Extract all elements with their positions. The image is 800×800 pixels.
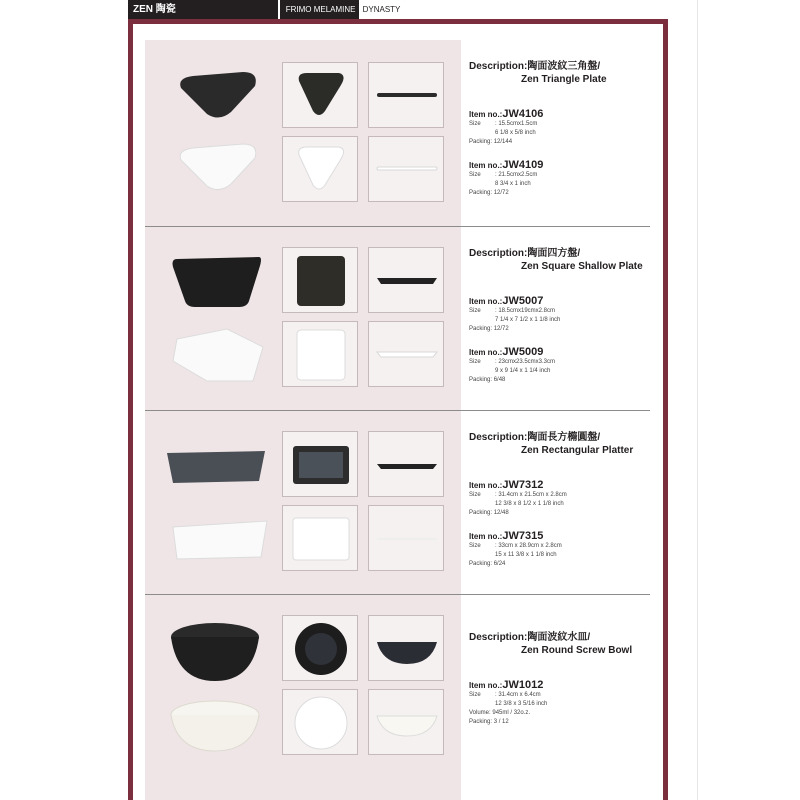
- square-plate-white-photo: [167, 325, 267, 385]
- packing-value: 6/48: [493, 377, 506, 383]
- top-view-box: [282, 62, 358, 128]
- description-zh: 陶面波紋三角盤/: [527, 61, 601, 72]
- description-zh: 陶面四方盤/: [527, 248, 581, 259]
- description-zh: 陶面長方橢圓盤/: [527, 432, 601, 443]
- packing-value: 6/24: [493, 561, 506, 567]
- item-number: JW1012: [502, 679, 544, 691]
- header-bar: [128, 0, 443, 19]
- side-view-box: [368, 247, 444, 313]
- side-view-box: [368, 615, 444, 681]
- description-en: Zen Square Shallow Plate: [521, 261, 643, 272]
- size-metric: : 31.4cm x 6.4cm: [495, 692, 541, 698]
- item-number: JW4109: [502, 159, 544, 171]
- product-info: Description:陶面四方盤/ Zen Square Shallow Plate Item no.:JW5007 Size : 18.5cmx19cmx2.8cm 7 1/4 x 7 1/2 x 1 1/8 inch Packing: 12/72 Item no.:JW5009 Size : 23cmx23.5cmx3.3cm 9 x 9 1/4 x 1 1/4 inch Packing: 6/48: [469, 247, 649, 385]
- item-number: JW5009: [502, 346, 544, 358]
- description-en: Zen Round Screw Bowl: [521, 645, 633, 656]
- side-view-box: [368, 505, 444, 571]
- size-inch: 7 1/4 x 7 1/2 x 1 1/8 inch: [495, 317, 561, 323]
- top-view-box: [282, 321, 358, 387]
- triangle-plate-white-photo: [173, 142, 263, 194]
- product-info: Description:陶面波紋三角盤/ Zen Triangle Plate Item no.:JW4106 Size : 15.5cmx1.5cm 6 1/8 x 5/8 inch Packing: 12/144 Item no.:JW4109 Size : 21.5cmx2.5cm 8 3/4 x 1 inch Packing: 12/72: [469, 60, 649, 198]
- size-inch: 6 1/8 x 5/8 inch: [495, 130, 536, 136]
- side-view-box: [368, 689, 444, 755]
- size-metric: : 18.5cmx19cmx2.8cm: [495, 308, 556, 314]
- item-number: JW7315: [502, 530, 544, 542]
- side-view-box: [368, 136, 444, 202]
- bowl-white-photo: [167, 695, 263, 755]
- packing-value: 12/48: [493, 510, 509, 516]
- packing-value: 12/72: [493, 326, 509, 332]
- size-inch: 12 3/8 x 3 5/16 inch: [495, 701, 548, 707]
- size-inch: 12 3/8 x 8 1/2 x 1 1/8 inch: [495, 501, 564, 507]
- top-view-box: [282, 136, 358, 202]
- series-title: ZEN 陶瓷: [128, 0, 278, 19]
- side-view-box: [368, 431, 444, 497]
- top-view-box: [282, 431, 358, 497]
- description-zh: 陶面波紋水皿/: [527, 632, 591, 643]
- size-inch: 8 3/4 x 1 inch: [495, 181, 531, 187]
- brand-label-dynasty: DYNASTY: [362, 5, 401, 14]
- side-view-box: [368, 321, 444, 387]
- packing-value: 3 / 12: [493, 719, 509, 725]
- top-view-box: [282, 247, 358, 313]
- packing-value: 12/144: [493, 139, 513, 145]
- page-edge-line: [697, 0, 698, 800]
- packing-value: 12/72: [493, 190, 509, 196]
- description-en: Zen Triangle Plate: [521, 74, 607, 85]
- product-info: Description:陶面長方橢圓盤/ Zen Rectangular Platter Item no.:JW7312 Size : 31.4cm x 21.5cm x 2.8cm 12 3/8 x 8 1/2 x 1 1/8 inch Packing: 12/48 Item no.:JW7315 Size : 33cm x 28.9cm x 2.8cm 15 x 11 3/8 x 1 1/8 inch Packing: 6/24: [469, 431, 649, 569]
- size-metric: : 33cm x 28.9cm x 2.8cm: [495, 543, 562, 549]
- brand-label-frimo: FRIMO MELAMINE: [280, 0, 359, 19]
- size-inch: 9 x 9 1/4 x 1 1/4 inch: [495, 368, 551, 374]
- size-metric: : 23cmx23.5cmx3.3cm: [495, 359, 556, 365]
- item-number: JW5007: [502, 295, 544, 307]
- volume-value: 945ml / 32o.z.: [492, 710, 531, 716]
- top-view-box: [282, 689, 358, 755]
- size-metric: : 31.4cm x 21.5cm x 2.8cm: [495, 492, 567, 498]
- description-en: Zen Rectangular Platter: [521, 445, 634, 456]
- product-section-rectangular: [145, 411, 650, 594]
- side-view-box: [368, 62, 444, 128]
- size-metric: : 15.5cmx1.5cm: [495, 121, 538, 127]
- size-inch: 15 x 11 3/8 x 1 1/8 inch: [495, 552, 557, 558]
- top-view-box: [282, 615, 358, 681]
- product-section-triangle: [145, 40, 650, 226]
- bowl-black-photo: [167, 619, 263, 685]
- size-metric: : 21.5cmx2.5cm: [495, 172, 538, 178]
- top-view-box: [282, 505, 358, 571]
- product-info: Description:陶面波紋水皿/ Zen Round Screw Bowl Item no.:JW1012 Size : 31.4cm x 6.4cm 12 3/8 x 3 5/16 inch Volume: 945ml / 32o.z. Packing: 3 / 12: [469, 631, 649, 727]
- triangle-plate-black-photo: [173, 70, 263, 122]
- item-number: JW7312: [502, 479, 544, 491]
- product-section-bowl: [145, 595, 650, 800]
- rect-platter-black-photo: [161, 447, 271, 487]
- rect-platter-white-photo: [167, 517, 271, 563]
- square-plate-black-photo: [167, 253, 267, 309]
- product-section-square: [145, 227, 650, 410]
- item-number: JW4106: [502, 108, 544, 120]
